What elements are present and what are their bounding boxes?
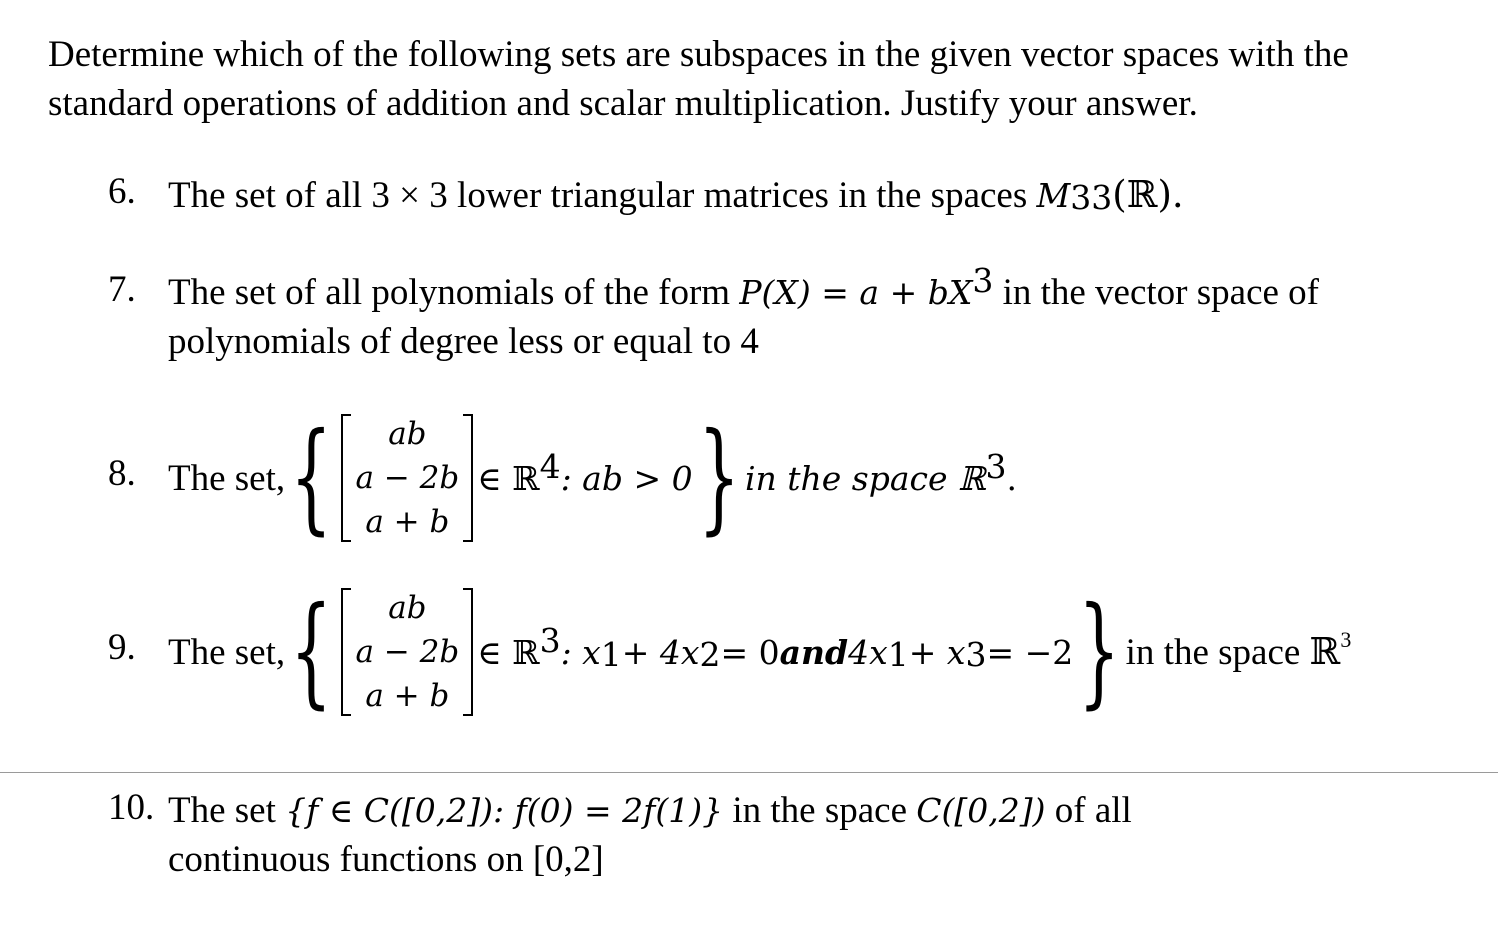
condition-text: 4x bbox=[848, 632, 888, 672]
subscript: 33 bbox=[1070, 178, 1113, 217]
item-text-part: The set bbox=[168, 790, 286, 831]
subscript: 2 bbox=[699, 634, 721, 674]
condition-text: = −2 bbox=[986, 632, 1074, 672]
item-text bbox=[168, 261, 1319, 366]
condition-text: + x bbox=[908, 632, 966, 672]
matrix-entry: ab bbox=[388, 590, 427, 626]
condition-text: + 4x bbox=[621, 632, 700, 672]
space-text: . bbox=[1006, 458, 1017, 498]
right-brace: } bbox=[697, 408, 740, 547]
item-number: 8. bbox=[108, 453, 136, 494]
item-text-part: (ℝ). bbox=[1112, 173, 1184, 216]
left-brace: { bbox=[290, 582, 333, 721]
left-brace: { bbox=[290, 408, 333, 547]
math-expression: C([0,2]) bbox=[916, 791, 1046, 830]
right-brace: } bbox=[1078, 582, 1121, 721]
superscript: 4 bbox=[539, 446, 561, 486]
superscript: 3 bbox=[539, 620, 561, 660]
and-word: and bbox=[779, 632, 849, 672]
item-text-part: of all bbox=[1045, 790, 1132, 831]
condition-text: : x bbox=[560, 632, 601, 672]
condition-text: : ab > 0 bbox=[560, 458, 693, 498]
matrix-entry: ab bbox=[388, 416, 427, 452]
set-prefix: The set, bbox=[168, 631, 286, 673]
item-text bbox=[168, 170, 1184, 220]
math-symbol: M bbox=[1036, 176, 1071, 215]
math-expression: {f ∈ C([0,2]): f(0) = 2f(1)} bbox=[285, 791, 724, 830]
superscript: 3 bbox=[985, 446, 1007, 486]
set-expression bbox=[168, 408, 1017, 548]
space-text: in the space ℝ bbox=[744, 458, 986, 498]
matrix-entry: a − 2b bbox=[355, 634, 460, 670]
set-expression bbox=[168, 582, 1351, 722]
matrix-entry: a + b bbox=[365, 678, 450, 714]
space-text: in the space ℝ bbox=[1125, 632, 1341, 673]
superscript: 3 bbox=[972, 261, 994, 300]
condition-text: = 0 bbox=[720, 632, 780, 672]
math-expression: P(X) = a + bX bbox=[739, 273, 973, 312]
subscript: 3 bbox=[965, 634, 987, 674]
item-number: 6. bbox=[108, 171, 136, 212]
intro-paragraph: Determine which of the following sets are subspaces in the given vector spaces with the standard operations of addition and scalar multiplication. Justify your answer. bbox=[48, 34, 1349, 124]
item-text-line2: polynomials of degree less or equal to 4 bbox=[168, 321, 759, 362]
item-text-part: in the space bbox=[723, 790, 917, 831]
divider bbox=[0, 772, 1498, 773]
superscript: 3 bbox=[1340, 627, 1352, 652]
item-text-part: in the vector space of bbox=[993, 272, 1319, 313]
column-vector bbox=[341, 412, 473, 544]
column-vector bbox=[341, 586, 473, 718]
item-number: 7. bbox=[108, 269, 136, 310]
condition-text: ∈ ℝ bbox=[477, 458, 540, 498]
condition-text: ∈ ℝ bbox=[477, 632, 540, 672]
set-prefix: The set, bbox=[168, 457, 286, 499]
matrix-entry: a + b bbox=[365, 504, 450, 540]
subscript: 1 bbox=[600, 634, 622, 674]
matrix-entry: a − 2b bbox=[355, 460, 460, 496]
item-text-part: The set of all 3 × 3 lower triangular matrices in the spaces bbox=[168, 175, 1037, 216]
item-text-part: The set of all polynomials of the form bbox=[168, 272, 740, 313]
item-number: 9. bbox=[108, 627, 136, 668]
item-text-line2: continuous functions on [0,2] bbox=[168, 839, 604, 880]
subscript: 1 bbox=[887, 634, 909, 674]
item-number: 10. bbox=[108, 787, 155, 828]
item-text bbox=[168, 786, 1132, 884]
